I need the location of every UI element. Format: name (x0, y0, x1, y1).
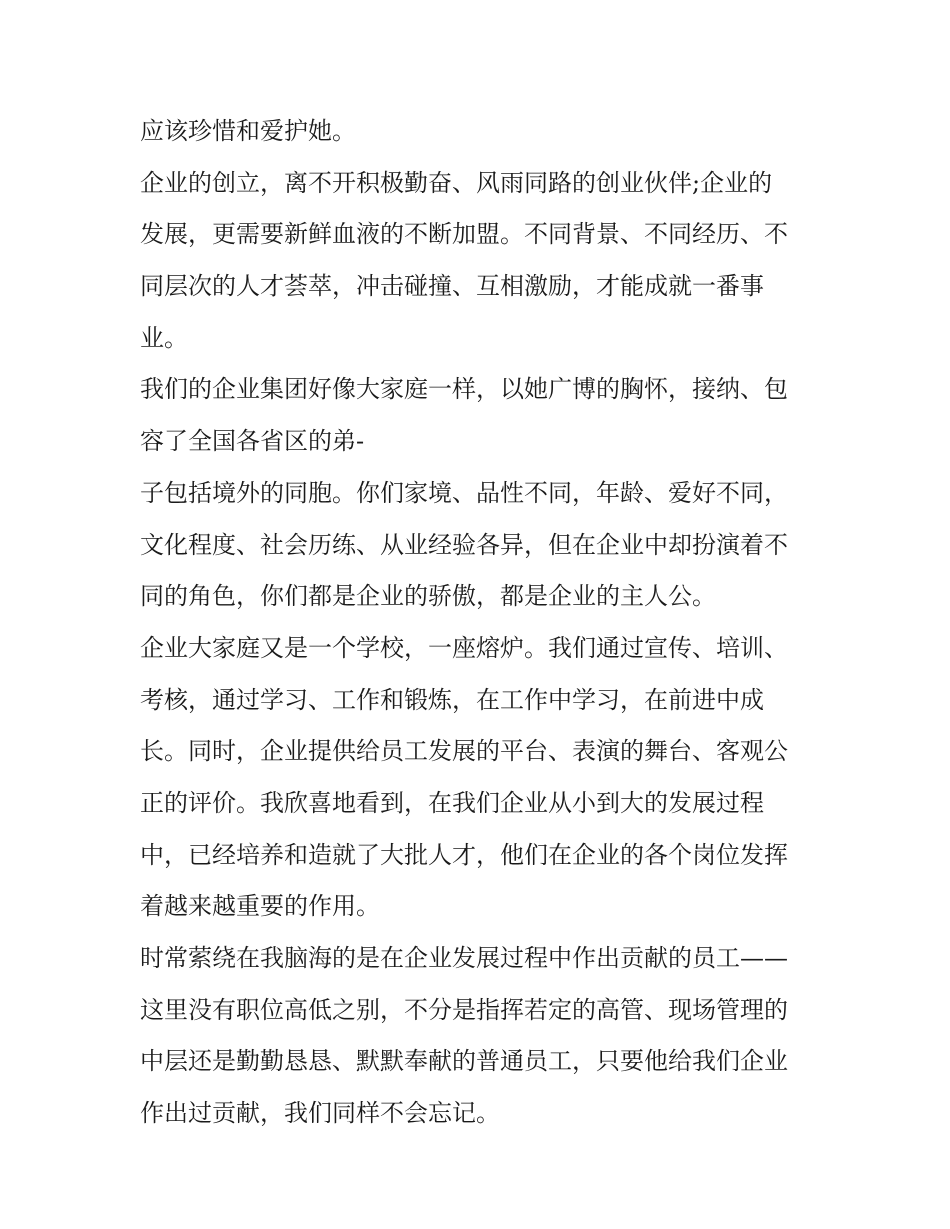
text-line: 业。 (140, 323, 188, 352)
text-line: 发展，更需要新鲜血液的不断加盟。不同背景、不同经历、不 (140, 220, 788, 249)
text-line: 时常萦绕在我脑海的是在企业发展过程中作出贡献的员工—— (140, 944, 788, 972)
text-line: 考核，通过学习、工作和锻炼，在工作中学习，在前进中成 (140, 685, 764, 714)
text-line: 企业的创立，离不开积极勤奋、风雨同路的创业伙伴;企业的 (140, 168, 773, 197)
text-line: 长。同时，企业提供给员工发展的平台、表演的舞台、客观公 (140, 737, 788, 766)
text-line: 中层还是勤勤恳恳、默默奉献的普通员工，只要他给我们企业 (140, 1047, 788, 1076)
text-line: 企业大家庭又是一个学校，一座熔炉。我们通过宣传、培训、 (140, 633, 788, 662)
text-line: 正的评价。我欣喜地看到，在我们企业从小到大的发展过程 (140, 788, 764, 817)
text-line: 作出过贡献，我们同样不会忘记。 (140, 1099, 500, 1128)
text-line: 子包括境外的同胞。你们家境、品性不同，年龄、爱好不同， (140, 478, 788, 507)
text-line: 我们的企业集团好像大家庭一样，以她广博的胸怀，接纳、包 (140, 375, 788, 404)
text-line: 容了全国各省区的弟- (140, 427, 365, 456)
text-line: 着越来越重要的作用。 (140, 892, 380, 921)
text-line: 中，已经培养和造就了大批人才，他们在企业的各个岗位发挥 (140, 840, 788, 869)
body-text (140, 106, 820, 1140)
text-line: 同的角色，你们都是企业的骄傲，都是企业的主人公。 (140, 582, 716, 611)
text-line: 同层次的人才荟萃，冲击碰撞、互相激励，才能成就一番事 (140, 272, 764, 301)
text-line: 这里没有职位高低之别，不分是指挥若定的高管、现场管理的 (140, 995, 788, 1024)
text-line: 应该珍惜和爱护她。 (140, 117, 356, 145)
text-line: 文化程度、社会历练、从业经验各异，但在企业中却扮演着不 (140, 530, 788, 559)
